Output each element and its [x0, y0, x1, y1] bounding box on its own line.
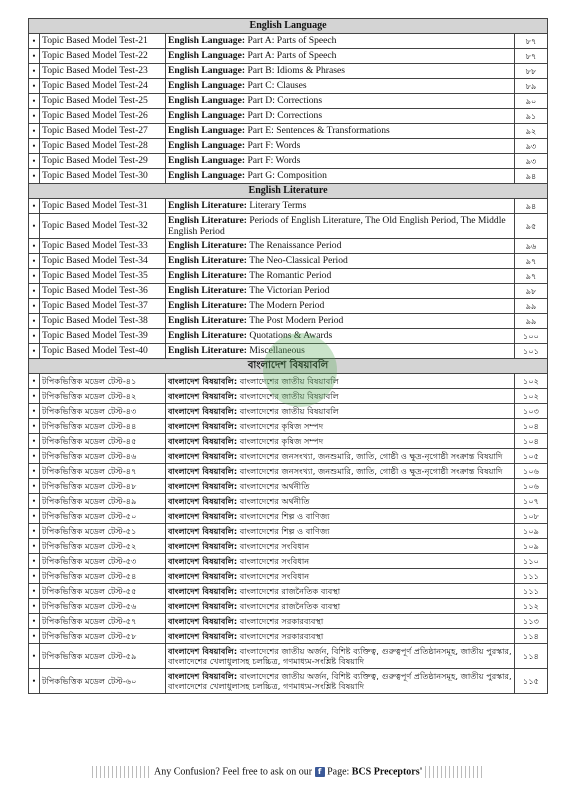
- topic-description: [166, 629, 515, 644]
- test-name: Topic Based Model Test-24: [40, 79, 166, 94]
- subject-label: English Literature:: [168, 200, 247, 211]
- table-row: [29, 269, 548, 284]
- test-name: টপিকভিত্তিক মডেল টেস্ট-৬০: [40, 669, 166, 694]
- topic-text: Part F: Words: [247, 155, 301, 166]
- page-number: ১০২: [515, 374, 548, 389]
- topic-text: বাংলাদেশের রাজনৈতিক ব্যবস্থা: [239, 601, 341, 611]
- bullet: •: [29, 479, 40, 494]
- topic-text: The Renaissance Period: [249, 240, 342, 251]
- table-row: [29, 554, 548, 569]
- table-row: [29, 494, 548, 509]
- bullet: •: [29, 644, 40, 669]
- bullet: •: [29, 124, 40, 139]
- bullet: •: [29, 404, 40, 419]
- topic-description: [166, 214, 515, 239]
- subject-label: English Language:: [168, 35, 246, 46]
- subject-label: English Literature:: [168, 315, 247, 326]
- topic-text: Part A: Parts of Speech: [247, 50, 337, 61]
- section-header: [29, 184, 548, 199]
- topic-text: Quotations & Awards: [249, 330, 333, 341]
- topic-description: [166, 669, 515, 694]
- subject-label: English Language:: [168, 125, 246, 136]
- page-number: ১০৯: [515, 539, 548, 554]
- topic-description: [166, 329, 515, 344]
- table-row: [29, 154, 548, 169]
- topic-description: [166, 599, 515, 614]
- page-number: ৮৯: [515, 79, 548, 94]
- topic-text: বাংলাদেশের কৃষিজ সম্পদ: [239, 421, 324, 431]
- page-number: ১১০: [515, 554, 548, 569]
- bullet: •: [29, 669, 40, 694]
- table-row: [29, 464, 548, 479]
- test-name: টপিকভিত্তিক মডেল টেস্ট-৫৩: [40, 554, 166, 569]
- bullet: •: [29, 284, 40, 299]
- topic-description: [166, 644, 515, 669]
- topic-description: [166, 569, 515, 584]
- test-name: Topic Based Model Test-27: [40, 124, 166, 139]
- table-row: [29, 49, 548, 64]
- table-row: [29, 599, 548, 614]
- topic-description: [166, 479, 515, 494]
- topic-description: [166, 254, 515, 269]
- table-row: [29, 314, 548, 329]
- table-row: [29, 94, 548, 109]
- subject-label: English Literature:: [168, 330, 247, 341]
- test-name: Topic Based Model Test-29: [40, 154, 166, 169]
- page-number: ৯৪: [515, 169, 548, 184]
- subject-label: বাংলাদেশ বিষয়াবলি:: [168, 436, 238, 446]
- test-name: টপিকভিত্তিক মডেল টেস্ট-৫৭: [40, 614, 166, 629]
- subject-label: বাংলাদেশ বিষয়াবলি:: [168, 466, 238, 476]
- page-number: ১০৭: [515, 494, 548, 509]
- topic-description: [166, 139, 515, 154]
- topic-text: বাংলাদেশের অর্থনীতি: [239, 481, 310, 491]
- topic-text: The Victorian Period: [249, 285, 330, 296]
- topic-description: [166, 109, 515, 124]
- topic-description: [166, 344, 515, 359]
- topic-text: বাংলাদেশের রাজনৈতিক ব্যবস্থা: [239, 586, 341, 596]
- table-row: [29, 644, 548, 669]
- topic-text: বাংলাদেশের শিল্প ও বাণিজ্য: [239, 511, 330, 521]
- bullet: •: [29, 79, 40, 94]
- topic-text: বাংলাদেশের সংবিধান: [239, 556, 310, 566]
- page-number: ১১৪: [515, 629, 548, 644]
- page-number: ১১৫: [515, 669, 548, 694]
- subject-label: English Language:: [168, 110, 246, 121]
- subject-label: বাংলাদেশ বিষয়াবলি:: [168, 631, 238, 641]
- topic-text: The Post Modern Period: [249, 315, 344, 326]
- bullet: •: [29, 94, 40, 109]
- test-name: Topic Based Model Test-28: [40, 139, 166, 154]
- bullet: •: [29, 599, 40, 614]
- bullet: •: [29, 389, 40, 404]
- topic-description: [166, 284, 515, 299]
- table-row: [29, 509, 548, 524]
- page-number: ৯৮: [515, 284, 548, 299]
- bullet: •: [29, 199, 40, 214]
- table-row: [29, 239, 548, 254]
- subject-label: বাংলাদেশ বিষয়াবলি:: [168, 645, 238, 656]
- section-title: বাংলাদেশ বিষয়াবলি: [29, 359, 548, 374]
- test-name: Topic Based Model Test-30: [40, 169, 166, 184]
- topic-text: বাংলাদেশের সরকারব্যবস্থা: [239, 631, 324, 641]
- test-name: Topic Based Model Test-39: [40, 329, 166, 344]
- subject-label: English Language:: [168, 65, 246, 76]
- topic-text: Part C: Clauses: [247, 80, 307, 91]
- page-number: ৯১: [515, 109, 548, 124]
- table-row: [29, 254, 548, 269]
- topic-description: [166, 314, 515, 329]
- topic-text: বাংলাদেশের অর্থনীতি: [239, 496, 310, 506]
- page-number: ১১৩: [515, 614, 548, 629]
- test-name: টপিকভিত্তিক মডেল টেস্ট-৫৬: [40, 599, 166, 614]
- topic-text: Part D: Corrections: [247, 110, 323, 121]
- subject-label: English Literature:: [168, 255, 247, 266]
- bullet: •: [29, 299, 40, 314]
- table-row: [29, 419, 548, 434]
- topic-text: বাংলাদেশের জাতীয় অর্জন, বিশিষ্ট ব্যক্তিত্ব, গুরুত্বপূর্ণ প্রতিষ্ঠানসমূহ, জাতীয় পুরস্কার, বাংলাদেশের খেলাধুলাসহ চলচ্চিত্র, গণমাধ্যম-সংশ্লিষ্ট বিষয়াদি: [168, 670, 512, 691]
- table-row: [29, 629, 548, 644]
- table-row: [29, 64, 548, 79]
- topic-text: বাংলাদেশের জাতীয় অর্জন, বিশিষ্ট ব্যক্তিত্ব, গুরুত্বপূর্ণ প্রতিষ্ঠানসমূহ, জাতীয় পুরস্কার, বাংলাদেশের খেলাধুলাসহ চলচ্চিত্র, গণমাধ্যম-সংশ্লিষ্ট বিষয়াদি: [168, 645, 512, 666]
- page-number: ১০৪: [515, 419, 548, 434]
- subject-label: বাংলাদেশ বিষয়াবলি:: [168, 556, 238, 566]
- section-header: [29, 19, 548, 34]
- test-name: টপিকভিত্তিক মডেল টেস্ট-৪৯: [40, 494, 166, 509]
- topic-description: [166, 509, 515, 524]
- page-number: ১০৮: [515, 509, 548, 524]
- subject-label: বাংলাদেশ বিষয়াবলি:: [168, 526, 238, 536]
- topic-text: বাংলাদেশের জাতীয় বিষয়াবলি: [239, 376, 339, 386]
- subject-label: English Literature:: [168, 240, 247, 251]
- topic-text: Part D: Corrections: [247, 95, 323, 106]
- topic-text: The Romantic Period: [249, 270, 332, 281]
- bullet: •: [29, 269, 40, 284]
- subject-label: বাংলাদেশ বিষয়াবলি:: [168, 406, 238, 416]
- subject-label: English Literature:: [168, 270, 247, 281]
- page-number: ১০৯: [515, 524, 548, 539]
- topic-description: [166, 404, 515, 419]
- subject-label: English Literature:: [168, 300, 247, 311]
- bullet: •: [29, 449, 40, 464]
- topic-description: [166, 64, 515, 79]
- bullet: •: [29, 569, 40, 584]
- topic-text: বাংলাদেশের কৃষিজ সম্পদ: [239, 436, 324, 446]
- table-row: [29, 614, 548, 629]
- subject-label: বাংলাদেশ বিষয়াবলি:: [168, 481, 238, 491]
- test-name: টপিকভিত্তিক মডেল টেস্ট-৫৯: [40, 644, 166, 669]
- page-number: ১০৫: [515, 449, 548, 464]
- subject-label: বাংলাদেশ বিষয়াবলি:: [168, 496, 238, 506]
- topic-text: বাংলাদেশের সংবিধান: [239, 571, 310, 581]
- topic-description: [166, 124, 515, 139]
- footer-text: Any Confusion? Feel free to ask on our: [154, 766, 313, 778]
- table-row: [29, 109, 548, 124]
- topic-text: Part G: Composition: [247, 170, 327, 181]
- page-number: ৯৪: [515, 199, 548, 214]
- subject-label: বাংলাদেশ বিষয়াবলি:: [168, 616, 238, 626]
- topic-description: [166, 614, 515, 629]
- table-row: [29, 479, 548, 494]
- page-number: ৯৯: [515, 299, 548, 314]
- subject-label: English Literature:: [168, 285, 247, 296]
- section-title: English Literature: [29, 184, 548, 199]
- topic-description: [166, 419, 515, 434]
- topic-description: [166, 554, 515, 569]
- topic-description: [166, 299, 515, 314]
- bullet: •: [29, 64, 40, 79]
- footer: [0, 766, 577, 778]
- page-number: ৯৭: [515, 269, 548, 284]
- topic-description: [166, 79, 515, 94]
- page-number: ১০৪: [515, 434, 548, 449]
- topic-text: বাংলাদেশের শিল্প ও বাণিজ্য: [239, 526, 330, 536]
- bullet: •: [29, 239, 40, 254]
- topic-text: Miscellaneous: [249, 345, 305, 356]
- page-number: ৯৫: [515, 214, 548, 239]
- table-row: [29, 34, 548, 49]
- topic-text: Part F: Words: [247, 140, 301, 151]
- facebook-icon: f: [315, 767, 325, 777]
- table-row: [29, 169, 548, 184]
- subject-label: English Language:: [168, 140, 246, 151]
- test-name: Topic Based Model Test-21: [40, 34, 166, 49]
- section-title: English Language: [29, 19, 548, 34]
- page-number: ৯৩: [515, 154, 548, 169]
- bullet: •: [29, 524, 40, 539]
- bullet: •: [29, 314, 40, 329]
- bullet: •: [29, 629, 40, 644]
- bullet: •: [29, 374, 40, 389]
- page-number: ৮৮: [515, 64, 548, 79]
- bullet: •: [29, 419, 40, 434]
- test-name: Topic Based Model Test-33: [40, 239, 166, 254]
- footer-page-label: Page:: [327, 766, 350, 778]
- page-number: ১০৬: [515, 479, 548, 494]
- topic-description: [166, 374, 515, 389]
- test-name: Topic Based Model Test-23: [40, 64, 166, 79]
- subject-label: বাংলাদেশ বিষয়াবলি:: [168, 586, 238, 596]
- bullet: •: [29, 539, 40, 554]
- topic-description: [166, 49, 515, 64]
- page-number: ১১১: [515, 584, 548, 599]
- bullet: •: [29, 494, 40, 509]
- topic-text: The Neo-Classical Period: [249, 255, 348, 266]
- bullet: •: [29, 49, 40, 64]
- bullet: •: [29, 554, 40, 569]
- table-row: [29, 584, 548, 599]
- page-number: ৯২: [515, 124, 548, 139]
- bullet: •: [29, 584, 40, 599]
- topic-description: [166, 199, 515, 214]
- topic-description: [166, 449, 515, 464]
- subject-label: বাংলাদেশ বিষয়াবলি:: [168, 601, 238, 611]
- table-row: [29, 449, 548, 464]
- table-row: [29, 569, 548, 584]
- subject-label: English Language:: [168, 95, 246, 106]
- table-row: [29, 434, 548, 449]
- test-name: Topic Based Model Test-25: [40, 94, 166, 109]
- topic-description: [166, 94, 515, 109]
- subject-label: বাংলাদেশ বিষয়াবলি:: [168, 511, 238, 521]
- bullet: •: [29, 214, 40, 239]
- bullet: •: [29, 434, 40, 449]
- test-name: টপিকভিত্তিক মডেল টেস্ট-৪৩: [40, 404, 166, 419]
- table-row: [29, 199, 548, 214]
- topic-description: [166, 524, 515, 539]
- test-name: Topic Based Model Test-32: [40, 214, 166, 239]
- page-number: ১০৬: [515, 464, 548, 479]
- test-name: টপিকভিত্তিক মডেল টেস্ট-৪২: [40, 389, 166, 404]
- page-number: ১০১: [515, 344, 548, 359]
- topic-description: [166, 269, 515, 284]
- test-name: টপিকভিত্তিক মডেল টেস্ট-৫২: [40, 539, 166, 554]
- topic-text: বাংলাদেশের জাতীয় বিষয়াবলি: [239, 406, 339, 416]
- topic-text: Part B: Idioms & Phrases: [247, 65, 345, 76]
- test-name: টপিকভিত্তিক মডেল টেস্ট-৪১: [40, 374, 166, 389]
- table-row: [29, 284, 548, 299]
- page-number: ১১৪: [515, 644, 548, 669]
- topic-text: বাংলাদেশের জনসংখ্যা, জনশুমারি, জাতি, গোষ্ঠী ও ক্ষুদ্র-নৃগোষ্ঠী সংক্রান্ত বিষয়াদি: [239, 466, 503, 476]
- test-name: টপিকভিত্তিক মডেল টেস্ট-৫৫: [40, 584, 166, 599]
- test-name: টপিকভিত্তিক মডেল টেস্ট-৪৪: [40, 419, 166, 434]
- bullet: •: [29, 329, 40, 344]
- test-name: Topic Based Model Test-37: [40, 299, 166, 314]
- topic-text: The Modern Period: [249, 300, 325, 311]
- topic-description: [166, 154, 515, 169]
- topic-description: [166, 464, 515, 479]
- topic-text: বাংলাদেশের জনসংখ্যা, জনশুমারি, জাতি, গোষ্ঠী ও ক্ষুদ্র-নৃগোষ্ঠী সংক্রান্ত বিষয়াদি: [239, 451, 503, 461]
- footer-page-name: BCS Preceptors': [351, 766, 423, 778]
- topic-description: [166, 34, 515, 49]
- topic-text: বাংলাদেশের জাতীয় বিষয়াবলি: [239, 391, 339, 401]
- bullet: •: [29, 509, 40, 524]
- subject-label: English Language:: [168, 80, 246, 91]
- test-name: টপিকভিত্তিক মডেল টেস্ট-৪৫: [40, 434, 166, 449]
- topic-text: Part E: Sentences & Transformations: [247, 125, 390, 136]
- page-number: ৯৩: [515, 139, 548, 154]
- page-number: ১১১: [515, 569, 548, 584]
- test-name: টপিকভিত্তিক মডেল টেস্ট-৫৮: [40, 629, 166, 644]
- subject-label: বাংলাদেশ বিষয়াবলি:: [168, 541, 238, 551]
- table-row: [29, 124, 548, 139]
- bullet: •: [29, 254, 40, 269]
- watermark-logo: [263, 333, 337, 407]
- table-row: [29, 524, 548, 539]
- topic-text: বাংলাদেশের সংবিধান: [239, 541, 310, 551]
- page-number: ১০০: [515, 329, 548, 344]
- table-row: [29, 79, 548, 94]
- table-row: [29, 139, 548, 154]
- page-number: ৯৬: [515, 239, 548, 254]
- test-name: টপিকভিত্তিক মডেল টেস্ট-৫০: [40, 509, 166, 524]
- table-row: [29, 214, 548, 239]
- topic-description: [166, 584, 515, 599]
- bullet: •: [29, 139, 40, 154]
- test-name: টপিকভিত্তিক মডেল টেস্ট-৪৭: [40, 464, 166, 479]
- page-number: ১১২: [515, 599, 548, 614]
- table-row: [29, 539, 548, 554]
- test-name: Topic Based Model Test-38: [40, 314, 166, 329]
- subject-label: English Language:: [168, 155, 246, 166]
- test-name: Topic Based Model Test-40: [40, 344, 166, 359]
- test-name: Topic Based Model Test-35: [40, 269, 166, 284]
- bullet: •: [29, 109, 40, 124]
- page-number: ৯০: [515, 94, 548, 109]
- test-name: টপিকভিত্তিক মডেল টেস্ট-৫১: [40, 524, 166, 539]
- test-name: Topic Based Model Test-22: [40, 49, 166, 64]
- topic-description: [166, 494, 515, 509]
- subject-label: বাংলাদেশ বিষয়াবলি:: [168, 670, 238, 681]
- bullet: •: [29, 614, 40, 629]
- bullet: •: [29, 344, 40, 359]
- page-number: ১০২: [515, 389, 548, 404]
- subject-label: English Literature:: [168, 345, 247, 356]
- topic-text: Periods of English Literature, The Old English Period, The Middle English Period: [168, 215, 506, 237]
- subject-label: বাংলাদেশ বিষয়াবলি:: [168, 391, 238, 401]
- topic-description: [166, 539, 515, 554]
- subject-label: English Language:: [168, 170, 246, 181]
- subject-label: বাংলাদেশ বিষয়াবলি:: [168, 421, 238, 431]
- subject-label: বাংলাদেশ বিষয়াবলি:: [168, 571, 238, 581]
- page-number: ৮৭: [515, 34, 548, 49]
- subject-label: বাংলাদেশ বিষয়াবলি:: [168, 451, 238, 461]
- topic-description: [166, 239, 515, 254]
- table-row: [29, 404, 548, 419]
- page-number: ১০৩: [515, 404, 548, 419]
- bullet: •: [29, 169, 40, 184]
- page-number: ৯৭: [515, 254, 548, 269]
- table-row: [29, 299, 548, 314]
- topic-description: [166, 434, 515, 449]
- test-name: টপিকভিত্তিক মডেল টেস্ট-৪৮: [40, 479, 166, 494]
- subject-label: বাংলাদেশ বিষয়াবলি:: [168, 376, 238, 386]
- topic-text: Part A: Parts of Speech: [247, 35, 337, 46]
- test-name: Topic Based Model Test-36: [40, 284, 166, 299]
- topic-text: বাংলাদেশের সরকারব্যবস্থা: [239, 616, 324, 626]
- subject-label: English Language:: [168, 50, 246, 61]
- topic-description: [166, 389, 515, 404]
- test-name: Topic Based Model Test-26: [40, 109, 166, 124]
- bullet: •: [29, 464, 40, 479]
- test-name: টপিকভিত্তিক মডেল টেস্ট-৪৬: [40, 449, 166, 464]
- page-number: ৯৯: [515, 314, 548, 329]
- test-name: টপিকভিত্তিক মডেল টেস্ট-৫৪: [40, 569, 166, 584]
- test-name: Topic Based Model Test-34: [40, 254, 166, 269]
- page-number: ৮৭: [515, 49, 548, 64]
- subject-label: English Literature:: [168, 215, 247, 226]
- topic-description: [166, 169, 515, 184]
- bullet: •: [29, 34, 40, 49]
- topic-text: Literary Terms: [249, 200, 307, 211]
- bullet: •: [29, 154, 40, 169]
- table-row: [29, 669, 548, 694]
- test-name: Topic Based Model Test-31: [40, 199, 166, 214]
